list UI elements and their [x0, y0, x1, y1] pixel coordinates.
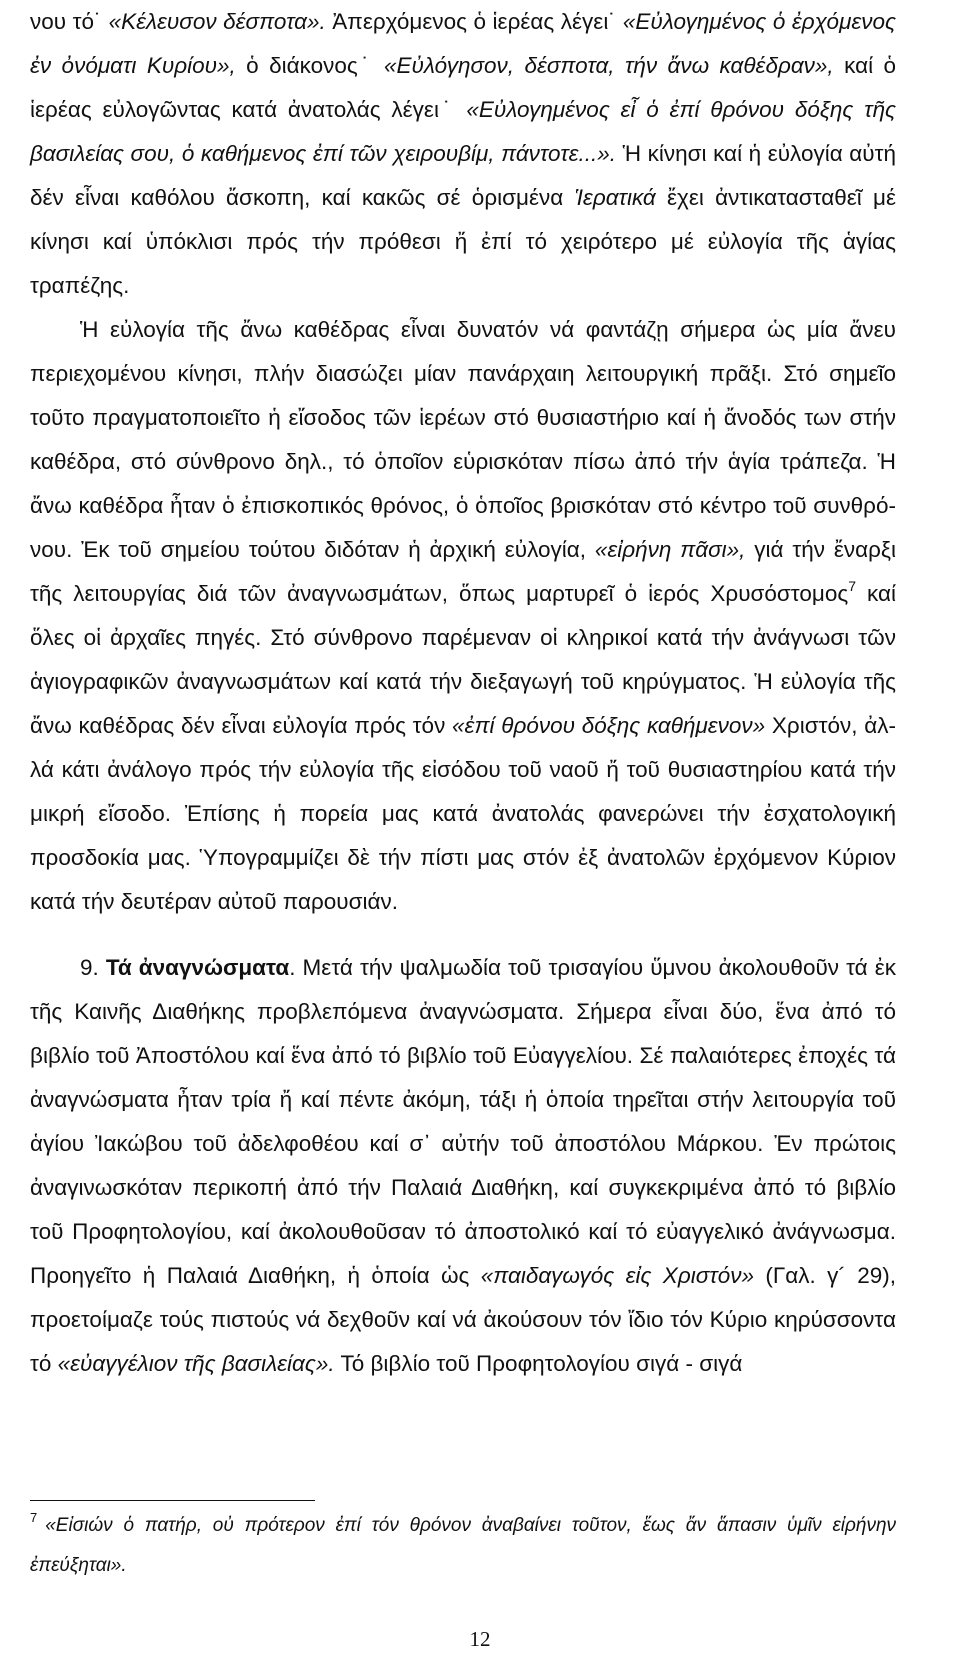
text-run: καί ὅλες οἱ ἀρχαῖες πηγές. Στό σύνθρονο παρέμεναν οἱ κληρικοί κατά τήν ἀνάγνωσι τῶν ἁγιογραφικῶν ἀναγνωσμάτων καί κατά τήν διεξαγωγή τοῦ κηρύγματος. Ἡ εὐλογία τῆς ἄνω καθέδρας δέν εἶναι εὐλογία πρός τόν [30, 581, 896, 738]
footnote-text: «Εἰσιών ὁ πατήρ, οὐ πρότερον ἐπί τόν θρόνον ἀναβαίνει τοῦτον, ἕως ἄν ἅπασιν ὑμῖν εἰρήνην ἐπεύξηται». [30, 1515, 896, 1576]
text-run: Ἡ εὐλογία τῆς ἄνω καθέδρας εἶναι δυνατόν νά φαντάζῃ σήμερα ὡς μία ἄνευ περιεχομένου κίνησι, πλήν διασώζει μίαν πανάρχαιη λειτουργική πρᾶξι. Στό σημεῖο τοῦτο πραγματοποιεῖτο ἡ εἴσοδος τῶν ἱερέων στό θυσιαστήριο καί ἡ ἄνοδός των στήν καθέδρα, στό σύνθρονο δηλ., τό ὁποῖον εὑρισκόταν πίσω ἀπό τήν ἁγία τράπεζα. Ἡ ἄνω καθέδρα ἦταν ὁ ἐπισκοπικός θρόνος, ὁ ὁποῖος βρισκόταν στό κέντρο τοῦ συνθρόνου. Ἐκ τοῦ σημείου τούτου διδόταν ἡ ἀρχική εὐλογία, [30, 317, 896, 562]
italic-quote: «Εὐλόγησον, δέσποτα, τήν ἄνω καθέδραν», [383, 53, 834, 78]
footnote-number: 7 [30, 1510, 38, 1525]
paragraph-3 [30, 946, 896, 1386]
paragraph-1 [30, 0, 896, 308]
body-text [30, 0, 896, 1386]
text-run: Ἀπερχόμενος ὁ ἱερέας λέγει˙ [325, 9, 623, 34]
text-run: γιά τήν ἔναρξι τῆς λειτουργίας διά τῶν ἀναγνωσμάτων, ὅπως μαρτυρεῖ ὁ ἱερός Χρυσόστομος [30, 537, 896, 606]
italic-quote: «παιδαγωγός εἰς Χριστόν» [480, 1263, 754, 1288]
italic-quote: «εὐαγγέλιον τῆς βασιλείας». [57, 1351, 335, 1376]
italic-quote: «ἐπί θρόνου δόξης καθήμενον» [452, 713, 766, 738]
page-number: 12 [469, 1627, 491, 1651]
text-run: Ἡ κίνησι καί ἡ εὐλογία αὐτή δέν εἶναι καθόλου ἄσκοπη, καί κακῶς σέ ὁρισμένα [30, 141, 896, 210]
text-run: ὁ διάκονος˙ [235, 53, 384, 78]
footnote [30, 1506, 896, 1586]
italic-quote: «Εὐλογημένος εἶ ὁ ἐπί θρόνου δόξης τῆς βασιλείας σου, ὁ καθήμενος ἐπί τῶν χειρουβίμ, πάντοτε...». [30, 97, 896, 166]
italic-quote: «Εὐλογημένος ὁ ἐρχόμενος ἐν ὀνόματι Κυρίου», [30, 9, 896, 78]
paragraph-2 [30, 308, 896, 924]
text-run: νου τό˙ [30, 9, 109, 34]
text-run: καί ὁ ἱερέας εὐλογῶντας κατά ἀνατολάς λέγει˙ [30, 53, 897, 122]
text-run: ἔχει ἀντικατασταθεῖ μέ κίνησι καί ὑπόκλισι πρός τήν πρόθεσι ἤ ἐπί τό χειρότερο μέ εὐλογία τῆς ἁγίας τραπέζης. [30, 185, 896, 298]
footnote-separator [30, 1500, 315, 1501]
italic-quote: «Κέλευσον δέσποτα». [108, 9, 326, 34]
text-run: . Μετά τήν ψαλμωδία τοῦ τρισαγίου ὕμνου ἀκολουθοῦν τά ἐκ τῆς Καινῆς Διαθήκης προβλεπόμενα ἀναγνώσματα. Σήμερα εἶναι δύο, ἕνα ἀπό τό βιβλίο τοῦ Ἀποστόλου καί ἕνα ἀπό τό βιβλίο τοῦ Εὐαγγελίου. Σέ παλαιότερες ἐποχές τά ἀναγνώσματα ἦταν τρία ἤ καί πέντε ἀκόμη, τάξι ἡ ὁποία τηρεῖται στήν λειτουργία τοῦ ἁγίου Ἰακώβου τοῦ ἀδελφοθέου καί σ᾽ αὐτήν τοῦ ἀποστόλου Μάρκου. Ἐν πρώτοις ἀναγινωσκόταν περικοπή ἀπό τήν Παλαιά Διαθήκη, καί συγκεκριμένα ἀπό τό βιβλίο τοῦ Προφητολογίου, καί ἀκολουθοῦσαν τό ἀποστολικό καί τό εὐαγγελικό ἀνάγνωσμα. Προηγεῖτο ἡ Παλαιά Διαθήκη, ἡ ὁποία ὡς [30, 955, 896, 1288]
italic-term: Ἱερατικά [574, 185, 656, 210]
text-run: (Γαλ. γ´ 29), προετοίμαζε τούς πιστούς νά δεχθοῦν καί νά ἀκούσουν τόν ἴδιο τόν Κύριο κηρύσσοντα τό [30, 1263, 896, 1376]
text-run: Χριστόν, ἀλλά κάτι ἀνάλογο πρός τήν εὐλογία τῆς εἰσόδου τοῦ ναοῦ ἤ τοῦ θυσιαστηρίου κατά τήν μικρή εἴσοδο. Ἐπίσης ἡ πορεία μας κατά ἀνατολάς φανερώνει τήν ἐσχατολογική προσδοκία μας. Ὑπογραμμίζει δὲ τήν πίστι μας στόν ἐξ ἀνατολῶν ἐρχόμενον Κύριον κατά τήν δευτέραν αὐτοῦ παρουσιάν. [30, 713, 896, 914]
section-heading: Τά ἀναγνώσματα [105, 955, 290, 980]
section-number: 9. [80, 955, 106, 980]
footnote-reference[interactable]: 7 [848, 578, 856, 594]
text-run: Τό βιβλίο τοῦ Προφητολογίου σιγά - σιγά [334, 1351, 743, 1376]
italic-quote: «εἰρήνη πᾶσι», [594, 537, 746, 562]
